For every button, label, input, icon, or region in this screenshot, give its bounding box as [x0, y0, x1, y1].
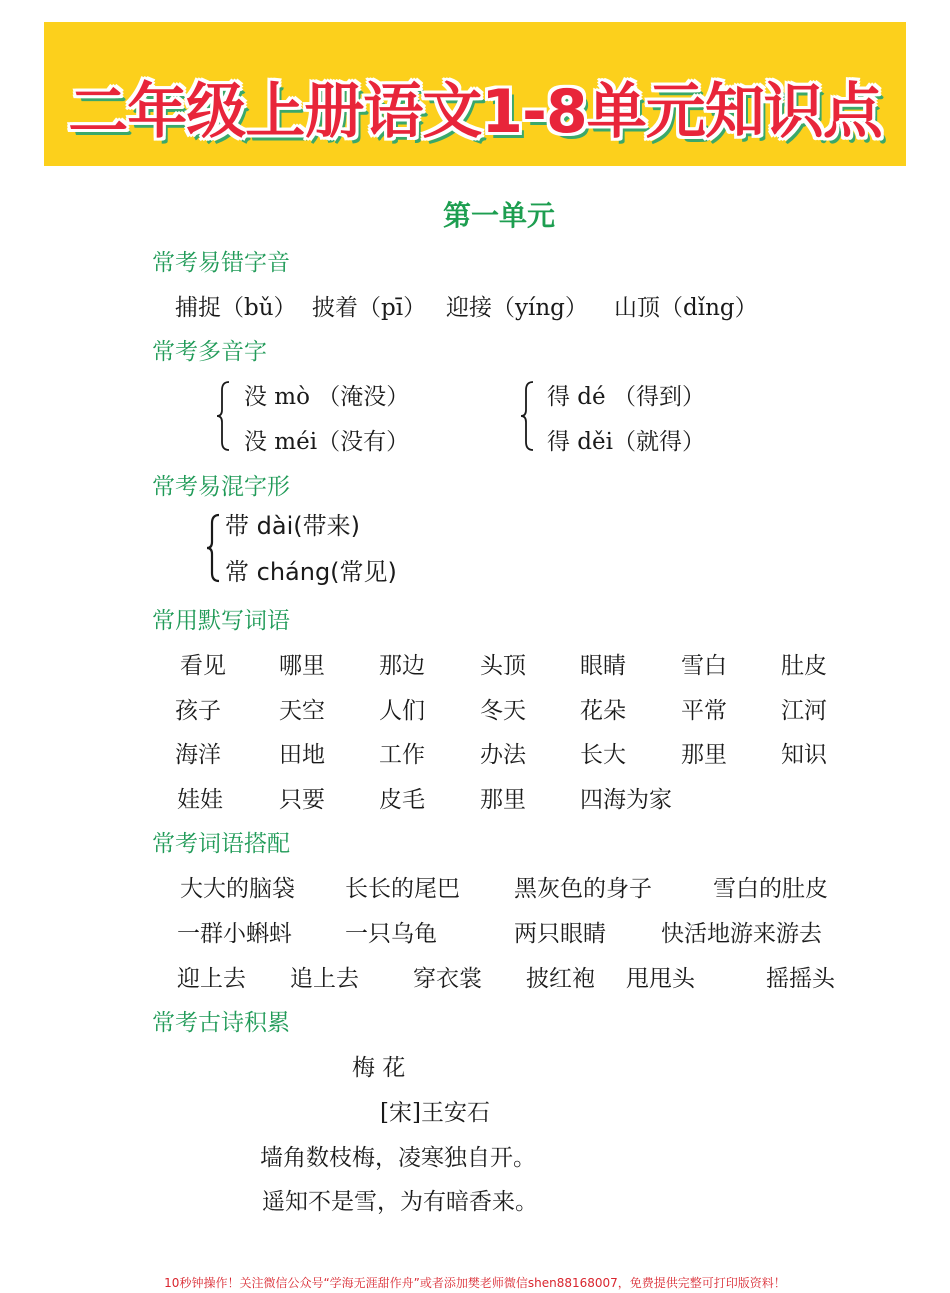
dictation-word: 孩子: [175, 698, 221, 724]
dictation-word: 田地: [279, 742, 325, 768]
dictation-word: 哪里: [279, 653, 325, 679]
dictation-word: 冬天: [480, 698, 526, 724]
dictation-word: 那里: [480, 787, 526, 813]
collocation-phrase: 一只乌龟: [345, 921, 437, 947]
collocation-phrase: 甩甩头: [626, 966, 695, 992]
collocation-phrase: 大大的脑袋: [180, 876, 295, 902]
collocation-phrase: 摇摇头: [766, 966, 835, 992]
poem-line: 遥知不是雪，为有暗香来。: [262, 1189, 538, 1215]
section-heading-polyphonic: 常考多音字: [152, 339, 267, 365]
pronunciation-item: 山顶（dǐng）: [614, 295, 758, 321]
page-title: 二年级上册语文1-8单元知识点: [68, 77, 882, 147]
dictation-word: 知识: [781, 742, 827, 768]
dictation-word: 只要: [279, 787, 325, 813]
collocation-phrase: 黑灰色的身子: [514, 876, 652, 902]
poem-line: 墙角数枝梅，凌寒独自开。: [260, 1145, 536, 1171]
dictation-word: 长大: [580, 742, 626, 768]
dictation-word: 天空: [279, 698, 325, 724]
collocation-phrase: 穿衣裳: [413, 966, 482, 992]
section-heading-pronunciation: 常考易错字音: [152, 250, 290, 276]
section-heading-confusing: 常考易混字形: [152, 474, 290, 500]
dictation-word: 那边: [379, 653, 425, 679]
title-banner: [44, 22, 906, 166]
dictation-word: 花朵: [580, 698, 626, 724]
collocation-phrase: 一群小蝌蚪: [177, 921, 292, 947]
dictation-word: 皮毛: [379, 787, 425, 813]
dictation-word: 雪白: [681, 653, 727, 679]
dictation-word: 看见: [180, 653, 226, 679]
dictation-word: 办法: [480, 742, 526, 768]
section-heading-dictation: 常用默写词语: [152, 608, 290, 634]
collocation-phrase: 追上去: [290, 966, 359, 992]
collocation-phrase: 披红袍: [526, 966, 595, 992]
polyphonic-item: 得 děi（就得）: [547, 429, 706, 455]
left-brace-icon: [216, 380, 230, 452]
section-heading-poetry: 常考古诗积累: [152, 1010, 290, 1036]
polyphonic-item: 没 méi（没有）: [244, 429, 410, 455]
confusing-item: 带 dài(带来): [225, 512, 360, 540]
unit-title: 第一单元: [442, 199, 555, 232]
collocation-phrase: 迎上去: [177, 966, 246, 992]
polyphonic-item: 得 dé （得到）: [547, 384, 705, 410]
dictation-word: 四海为家: [580, 787, 672, 813]
confusing-item: 常 cháng(常见): [225, 558, 397, 586]
polyphonic-item: 没 mò （淹没）: [244, 384, 410, 410]
footer-notice: 10秒钟操作！关注微信公众号“学海无涯甜作舟”或者添加樊老师微信shen88168007，免费提供完整可打印版资料！: [164, 1276, 786, 1290]
collocation-phrase: 长长的尾巴: [345, 876, 460, 902]
collocation-phrase: 雪白的肚皮: [713, 876, 828, 902]
dictation-word: 那里: [681, 742, 727, 768]
pronunciation-item: 迎接（yíng）: [446, 295, 588, 321]
left-brace-icon: [520, 380, 534, 452]
dictation-word: 肚皮: [781, 653, 827, 679]
poem-title: 梅 花: [352, 1055, 406, 1081]
collocation-phrase: 快活地游来游去: [661, 921, 822, 947]
left-brace-icon: [206, 513, 220, 583]
poem-author: [宋]王安石: [380, 1100, 490, 1126]
dictation-word: 海洋: [175, 742, 221, 768]
dictation-word: 娃娃: [177, 787, 223, 813]
dictation-word: 头顶: [480, 653, 526, 679]
dictation-word: 江河: [781, 698, 827, 724]
pronunciation-item: 捕捉（bǔ）: [175, 295, 297, 321]
collocation-phrase: 两只眼睛: [514, 921, 606, 947]
dictation-word: 工作: [379, 742, 425, 768]
dictation-word: 眼睛: [580, 653, 626, 679]
dictation-word: 人们: [379, 698, 425, 724]
section-heading-collocation: 常考词语搭配: [152, 831, 290, 857]
pronunciation-item: 披着（pī）: [312, 295, 427, 321]
dictation-word: 平常: [681, 698, 727, 724]
